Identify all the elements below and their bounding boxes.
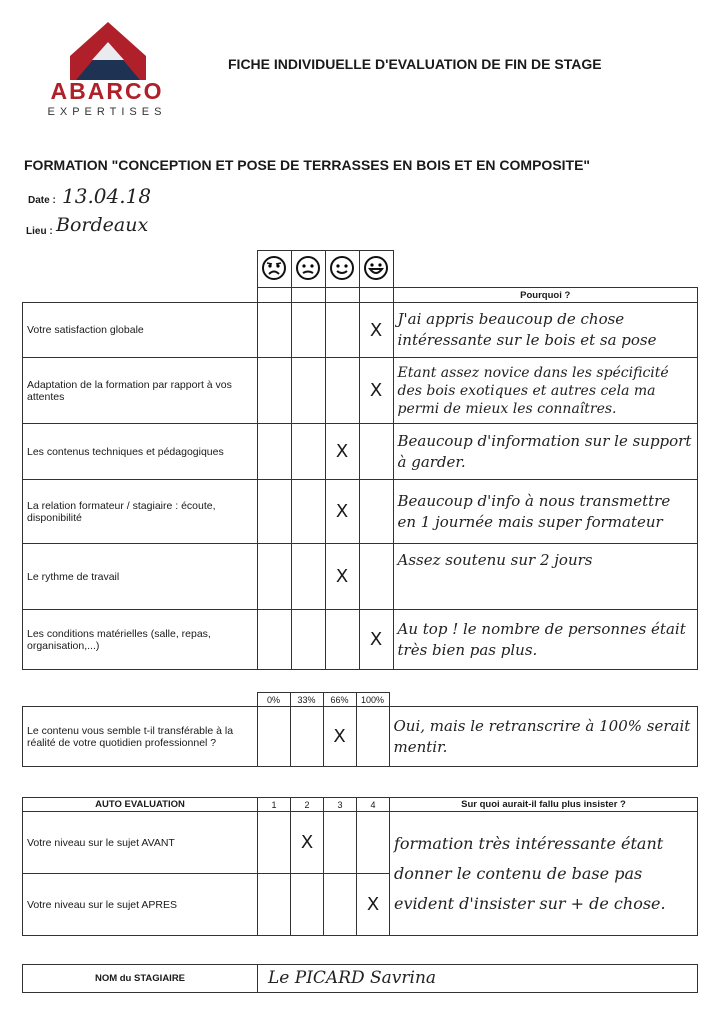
criterion-label: Les conditions matérielles (salle, repas, organisation,...) — [23, 610, 258, 670]
why-answer: J'ai appris beaucoup de chose intéressante sur le bois et sa pose — [393, 303, 698, 358]
why-answer: Beaucoup d'information sur le support à garder. — [393, 424, 698, 480]
why-answer: Etant assez novice dans les spécificité des bois exotiques et autres cela ma permi de mieux les connaîtres. — [393, 358, 698, 424]
level-header: 1 — [258, 798, 291, 812]
evaluation-table — [22, 250, 698, 670]
level-header: 4 — [357, 798, 390, 812]
check-mark: X — [325, 424, 359, 480]
logo-subtitle: EXPERTISES — [47, 106, 167, 118]
criterion-label: Les contenus techniques et pédagogiques — [23, 424, 258, 480]
percent-header: 66% — [323, 693, 356, 707]
level-after-label: Votre niveau sur le sujet APRES — [23, 874, 258, 936]
criterion-label: Votre satisfaction globale — [23, 303, 258, 358]
logo-name: ABARCO — [50, 78, 164, 104]
criterion-label: Adaptation de la formation par rapport à vos attentes — [23, 358, 258, 424]
why-answer: Au top ! le nombre de personnes était très bien pas plus. — [393, 610, 698, 670]
sad-face-icon — [291, 251, 325, 288]
percent-header: 0% — [257, 693, 290, 707]
check-mark: X — [291, 812, 324, 874]
insist-answer: formation très intéressante étant donner le contenu de base pas evident d'insister sur + de chose. — [390, 812, 698, 936]
check-mark: X — [359, 303, 393, 358]
date-label: Date : — [28, 195, 56, 206]
check-mark: X — [359, 358, 393, 424]
abarco-logo-icon — [66, 20, 150, 82]
insist-header: Sur quoi aurait-il fallu plus insister ? — [390, 798, 698, 812]
level-header: 3 — [324, 798, 357, 812]
date-value: 13.04.18 — [62, 184, 152, 208]
stagiaire-name: Le PICARD Savrina — [258, 965, 698, 993]
stagiaire-label: NOM du STAGIAIRE — [23, 965, 258, 993]
transfer-question: Le contenu vous semble t-il transférable à la réalité de votre quotidien professionnel ? — [23, 707, 258, 767]
percent-header: 33% — [290, 693, 323, 707]
transfer-answer: Oui, mais le retranscrire à 100% serait mentir. — [389, 707, 698, 767]
table-row — [23, 707, 698, 767]
why-header: Pourquoi ? — [393, 288, 698, 303]
formation-title: FORMATION "CONCEPTION ET POSE DE TERRASSES EN BOIS ET EN COMPOSITE" — [24, 157, 591, 173]
check-mark: X — [357, 874, 390, 936]
table-row — [23, 610, 698, 670]
level-header: 2 — [291, 798, 324, 812]
document-title: FICHE INDIVIDUELLE D'EVALUATION DE FIN DE STAGE — [228, 56, 602, 72]
table-row — [23, 424, 698, 480]
table-row — [23, 812, 698, 874]
why-answer: Assez soutenu sur 2 jours — [393, 544, 698, 610]
check-mark: X — [325, 480, 359, 544]
very-sad-face-icon — [257, 251, 291, 288]
auto-evaluation-table — [22, 797, 698, 936]
auto-evaluation-header: AUTO EVALUATION — [23, 798, 258, 812]
transfer-table — [22, 692, 698, 767]
criterion-label: Le rythme de travail — [23, 544, 258, 610]
percent-header: 100% — [356, 693, 389, 707]
lieu-value: Bordeaux — [56, 214, 149, 236]
lieu-label: Lieu : — [26, 226, 53, 237]
check-mark: X — [359, 610, 393, 670]
why-answer: Beaucoup d'info à nous transmettre en 1 journée mais super formateur — [393, 480, 698, 544]
smile-face-icon — [325, 251, 359, 288]
table-row — [23, 544, 698, 610]
table-row — [23, 303, 698, 358]
table-row — [23, 358, 698, 424]
table-row — [23, 480, 698, 544]
stagiaire-table — [22, 964, 698, 993]
criterion-label: La relation formateur / stagiaire : écoute, disponibilité — [23, 480, 258, 544]
level-before-label: Votre niveau sur le sujet AVANT — [23, 812, 258, 874]
grin-face-icon — [359, 251, 393, 288]
check-mark: X — [325, 544, 359, 610]
check-mark: X — [323, 707, 356, 767]
